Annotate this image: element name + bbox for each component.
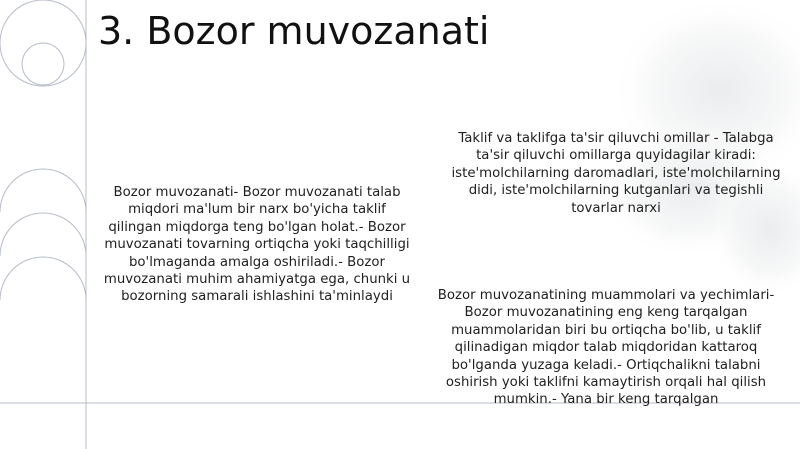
deco-arc-lower bbox=[0, 169, 86, 212]
deco-circle-small bbox=[22, 43, 64, 85]
text-block-problems-solutions: Bozor muvozanatining muammolari va yechimlari- Bozor muvozanatining eng keng tarqalgan muammolaridan biri bu ortiqcha bo'lib, u taklif qilinadigan miqdor talab miqdoridan kattaroq bo'lganda yuzaga keladi.- Ortiqchalikni talabni oshirish yoki taklifni kamaytirish orqali hal qilish mumkin.- Yana bir keng tarqalgan bbox=[437, 288, 775, 408]
slide-title: 3. Bozor muvozanati bbox=[98, 9, 490, 53]
deco-arc-middle bbox=[0, 213, 86, 256]
text-block-supply-factors: Taklif va taklifga ta'sir qiluvchi omillar - Talabga ta'sir qiluvchi omillarga quyidagilar kiradi: iste'molchilarning daromadlari, iste'molchilarning didi, iste'molchilarning kutganlari va tegishli tovarlar narxi bbox=[451, 131, 781, 216]
deco-arc-upper bbox=[0, 257, 86, 449]
text-block-market-equilibrium: Bozor muvozanati- Bozor muvozanati talab miqdori ma'lum bir narx bo'yicha taklif qilingan miqdorga teng bo'lgan holat.- Bozor muvozanati tovarning ortiqcha yoki taqchilligi bo'lmaganda amalga oshiriladi.- Bozor muvozanati muhim ahamiyatga ega, chunki u bozorning samarali ishlashini ta'minlaydi bbox=[103, 185, 411, 305]
